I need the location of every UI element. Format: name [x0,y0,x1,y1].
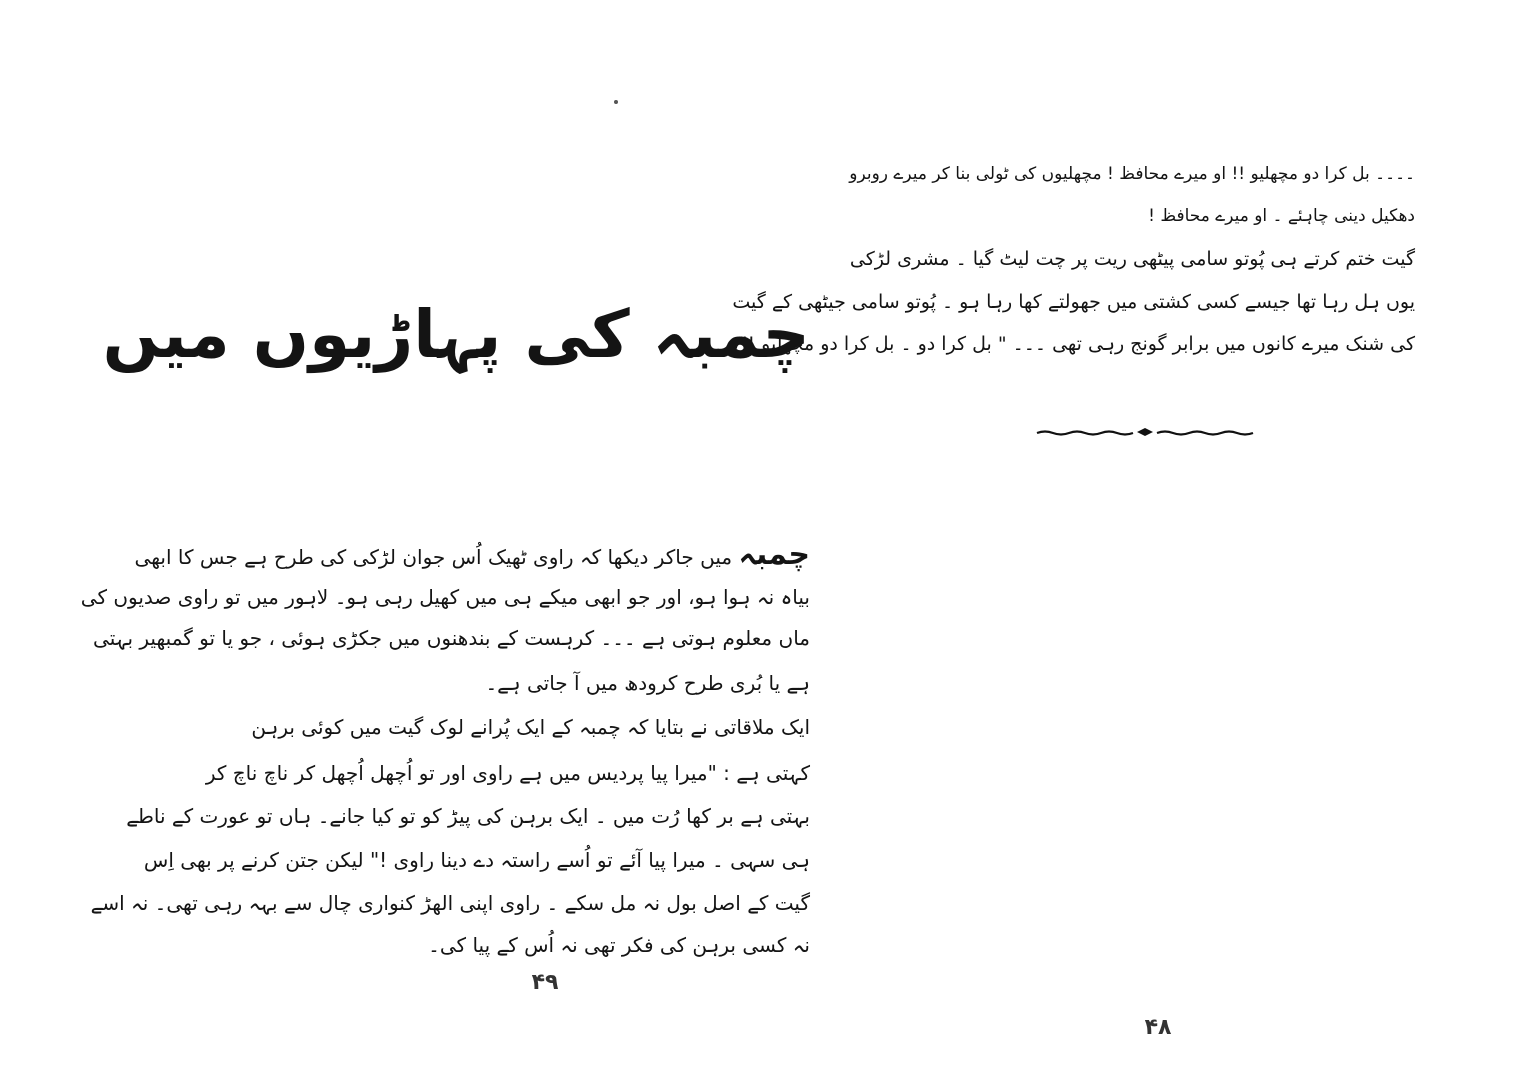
body-line: کی شنک میرے کانوں میں برابر گونج رہی تھی ۔۔۔ " بل کرا دو ۔ بل کرا دو مچھلیو !" [738,333,1415,355]
body-line: کہتی ہے : "میرا پیا پردیس میں ہے راوی اور تو اُچھل اُچھل کر ناچ ناچ کر [205,761,810,785]
body-line: گیت ختم کرتے ہی پُوتو سامی پیٹھی ریت پر چت لیٹ گیا ۔ مشری لڑکی [849,248,1415,270]
body-line: بیاہ نہ ہوا ہو، اور جو ابھی میکے ہی میں کھیل رہی ہو۔ لاہور میں تو راوی صدیوں کی [80,585,810,609]
body-line: یوں ہل رہا تھا جیسے کسی کشتی میں جھولتے کھا رہا ہو ۔ پُوتو سامی جیٹھی کے گیت [732,291,1415,313]
body-line: ماں معلوم ہوتی ہے ۔۔۔ کرہست کے بندھنوں میں جکڑی ہوئی ، جو یا تو گمبھیر بہتی [93,626,810,650]
body-line: ۔۔۔۔ بل کرا دو مچھلیو !! او میرے محافظ ! مچھلیوں کی ٹولی بنا کر میرے روبرو [849,164,1415,184]
divider-rule-right [1157,432,1253,435]
page-number-left: ۴۹ [531,970,559,995]
scan-speck [614,100,618,104]
dropcap: چمبہ [738,537,810,572]
body-line: ہے یا بُری طرح کرودھ میں آ جاتی ہے۔ [485,671,810,695]
body-text: میں جاکر دیکھا کہ راوی ٹھیک اُس جوان لڑکی کی طرح ہے جس کا ابھی [134,545,733,569]
divider-rule-left [1037,432,1133,435]
body-line: دھکیل دینی چاہئے ۔ او میرے محافظ ! [1148,206,1415,226]
body-line: گیت کے اصل بول نہ مل سکے ۔ راوی اپنی الھڑ کنواری چال سے بہہ رہی تھی۔ نہ اسے [90,891,810,915]
body-line [134,537,810,572]
body-line: نہ کسی برہن کی فکر تھی نہ اُس کے پیا کی۔ [428,933,810,957]
divider-ornament-mark [1137,428,1153,436]
section-divider-ornament [1035,422,1255,442]
body-line: ہی سہی ۔ میرا پیا آئے تو اُسے راستہ دے دینا راوی !" لیکن جتن کرنے پر بھی اِس [143,848,810,872]
body-line: ایک ملاقاتی نے بتایا کہ چمبہ کے ایک پُرانے لوک گیت میں کوئی برہن [251,715,810,739]
page-number-right: ۴۸ [1144,1015,1172,1040]
chapter-title: چمبہ کی پہاڑیوں میں [102,296,810,373]
body-line: بہتی ہے بر کھا رُت میں ۔ ایک برہن کی پیڑ کو تو کیا جانے۔ ہاں تو عورت کے ناطے [126,804,810,828]
